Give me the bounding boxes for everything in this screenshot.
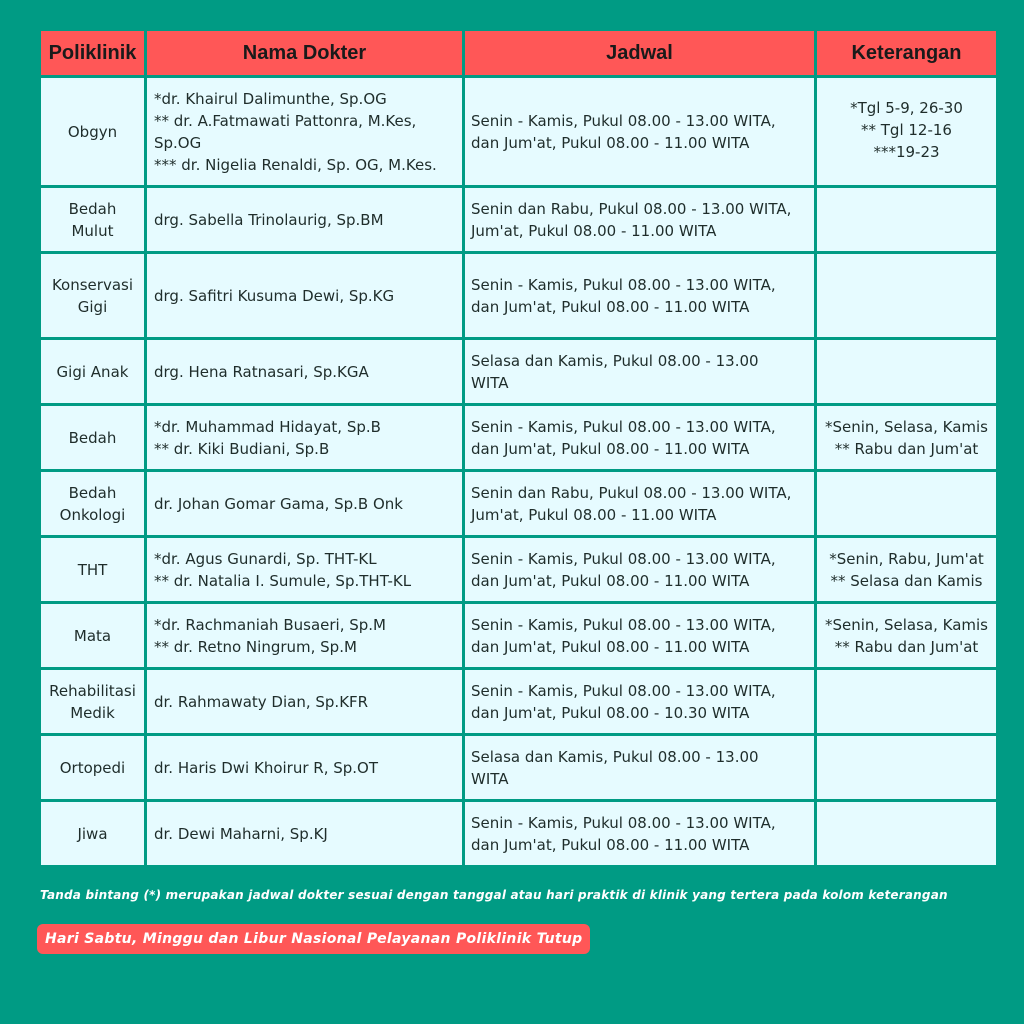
- schedule-line: Jum'at, Pukul 08.00 - 11.00 WITA: [471, 221, 717, 240]
- note-line: *Tgl 5-9, 26-30: [850, 99, 963, 117]
- schedule-cell: [464, 187, 816, 253]
- poliklinik-cell: [40, 253, 146, 339]
- note-line: ** Selasa dan Kamis: [830, 571, 983, 590]
- doctor-cell: [146, 537, 464, 603]
- poliklinik-name: Rehabilitasi: [49, 681, 136, 700]
- note-line: ** Rabu dan Jum'at: [834, 439, 979, 458]
- table-row: [40, 735, 998, 801]
- table-row: [40, 669, 998, 735]
- schedule-line: Senin - Kamis, Pukul 08.00 - 13.00 WITA,: [471, 615, 776, 634]
- poliklinik-cell: [40, 405, 146, 471]
- schedule-cell: [464, 77, 816, 187]
- header-jadwal: Jadwal: [464, 30, 816, 77]
- notes-cell: [816, 405, 998, 471]
- schedule-line: Senin dan Rabu, Pukul 08.00 - 13.00 WITA,: [471, 483, 792, 502]
- poliklinik-name: Gigi: [77, 297, 108, 316]
- table-row: [40, 339, 998, 405]
- schedule-cell: [464, 603, 816, 669]
- doctor-cell: [146, 187, 464, 253]
- table-row: [40, 801, 998, 867]
- header-nama-dokter: Nama Dokter: [146, 30, 464, 77]
- schedule-line: dan Jum'at, Pukul 08.00 - 11.00 WITA: [471, 637, 750, 656]
- poliklinik-name: Bedah: [68, 428, 117, 447]
- doctor-name: drg. Sabella Trinolaurig, Sp.BM: [154, 210, 384, 229]
- schedule-cell: [464, 801, 816, 867]
- poliklinik-name: Mata: [73, 626, 112, 645]
- doctor-cell: [146, 801, 464, 867]
- table-row: [40, 187, 998, 253]
- doctor-cell: [146, 735, 464, 801]
- poliklinik-name: Obgyn: [67, 122, 118, 141]
- table-row: [40, 471, 998, 537]
- note-line: *Senin, Rabu, Jum'at: [829, 549, 984, 568]
- schedule-line: dan Jum'at, Pukul 08.00 - 11.00 WITA: [471, 133, 750, 152]
- doctor-name: dr. Dewi Maharni, Sp.KJ: [154, 824, 328, 843]
- notes-cell: [816, 187, 998, 253]
- doctor-cell: [146, 603, 464, 669]
- notes-cell: [816, 735, 998, 801]
- schedule-cell: [464, 669, 816, 735]
- poliklinik-cell: [40, 187, 146, 253]
- poliklinik-name: Medik: [70, 703, 115, 722]
- doctor-cell: [146, 77, 464, 187]
- doctor-cell: [146, 471, 464, 537]
- schedule-cell: [464, 339, 816, 405]
- schedule-cell: [464, 735, 816, 801]
- note-line: *Senin, Selasa, Kamis: [825, 417, 988, 436]
- schedule-cell: [464, 253, 816, 339]
- table-row: [40, 603, 998, 669]
- header-row: [40, 30, 998, 77]
- schedule-cell: [464, 537, 816, 603]
- schedule-line: Senin - Kamis, Pukul 08.00 - 13.00 WITA,: [471, 549, 776, 568]
- poliklinik-name: Konservasi: [51, 275, 134, 294]
- schedule-line: Selasa dan Kamis, Pukul 08.00 - 13.00: [471, 351, 759, 370]
- schedule-cell: [464, 471, 816, 537]
- doctor-name: drg. Hena Ratnasari, Sp.KGA: [154, 362, 369, 381]
- poliklinik-cell: [40, 735, 146, 801]
- doctor-cell: [146, 405, 464, 471]
- doctor-name: dr. Haris Dwi Khoirur R, Sp.OT: [154, 758, 379, 777]
- doctor-name: *dr. Agus Gunardi, Sp. THT-KL: [154, 549, 377, 568]
- doctor-name: dr. Rahmawaty Dian, Sp.KFR: [154, 692, 369, 711]
- schedule-line: Jum'at, Pukul 08.00 - 11.00 WITA: [471, 505, 717, 524]
- schedule-line: WITA: [471, 373, 509, 392]
- note-line: ** Tgl 12-16: [861, 121, 952, 139]
- schedule-cell: [464, 405, 816, 471]
- poliklinik-cell: [40, 603, 146, 669]
- table-row: [40, 253, 998, 339]
- note-line: *Senin, Selasa, Kamis: [825, 615, 988, 634]
- notes-cell: [816, 77, 998, 187]
- schedule-line: dan Jum'at, Pukul 08.00 - 11.00 WITA: [471, 439, 750, 458]
- notes-cell: [816, 603, 998, 669]
- schedule-line: Senin - Kamis, Pukul 08.00 - 13.00 WITA,: [471, 275, 776, 294]
- poliklinik-cell: [40, 471, 146, 537]
- poliklinik-name: Mulut: [71, 221, 114, 240]
- doctor-name: ** dr. Retno Ningrum, Sp.M: [154, 637, 357, 656]
- closed-notice-badge: Hari Sabtu, Minggu dan Libur Nasional Pelayanan Poliklinik Tutup: [37, 924, 590, 954]
- poliklinik-name: Jiwa: [77, 824, 108, 843]
- doctor-name: *** dr. Nigelia Renaldi, Sp. OG, M.Kes.: [154, 155, 437, 174]
- schedule-line: Senin - Kamis, Pukul 08.00 - 13.00 WITA,: [471, 111, 776, 130]
- poliklinik-name: Gigi Anak: [56, 362, 129, 381]
- notes-cell: [816, 669, 998, 735]
- doctor-name: ** dr. A.Fatmawati Pattonra, M.Kes, Sp.OG: [154, 111, 417, 152]
- poliklinik-name: Bedah: [68, 483, 117, 502]
- schedule-line: WITA: [471, 769, 509, 788]
- schedule-line: Senin dan Rabu, Pukul 08.00 - 13.00 WITA,: [471, 199, 792, 218]
- doctor-cell: [146, 339, 464, 405]
- notes-cell: [816, 253, 998, 339]
- schedule-table: [38, 28, 999, 868]
- schedule-line: dan Jum'at, Pukul 08.00 - 11.00 WITA: [471, 297, 750, 316]
- poliklinik-cell: [40, 77, 146, 187]
- note-line: ** Rabu dan Jum'at: [834, 637, 979, 656]
- doctor-name: *dr. Rachmaniah Busaeri, Sp.M: [154, 615, 386, 634]
- schedule-line: Senin - Kamis, Pukul 08.00 - 13.00 WITA,: [471, 813, 776, 832]
- header-keterangan: Keterangan: [816, 30, 998, 77]
- poliklinik-name: Bedah: [68, 199, 117, 218]
- poliklinik-cell: [40, 669, 146, 735]
- notes-cell: [816, 537, 998, 603]
- poliklinik-name: Ortopedi: [59, 758, 126, 777]
- doctor-cell: [146, 669, 464, 735]
- schedule-line: dan Jum'at, Pukul 08.00 - 11.00 WITA: [471, 571, 750, 590]
- schedule-line: dan Jum'at, Pukul 08.00 - 10.30 WITA: [471, 703, 750, 722]
- doctor-name: drg. Safitri Kusuma Dewi, Sp.KG: [154, 286, 395, 305]
- doctor-name: ** dr. Natalia I. Sumule, Sp.THT-KL: [154, 571, 412, 590]
- doctor-name: *dr. Muhammad Hidayat, Sp.B: [154, 417, 381, 436]
- doctor-name: dr. Johan Gomar Gama, Sp.B Onk: [154, 494, 403, 513]
- schedule-line: Senin - Kamis, Pukul 08.00 - 13.00 WITA,: [471, 417, 776, 436]
- footnote: Tanda bintang (*) merupakan jadwal dokter sesuai dengan tanggal atau hari praktik di klinik yang tertera pada kolom keterangan: [40, 888, 948, 902]
- notes-cell: [816, 339, 998, 405]
- table-row: [40, 405, 998, 471]
- poliklinik-cell: [40, 537, 146, 603]
- schedule-line: Selasa dan Kamis, Pukul 08.00 - 13.00: [471, 747, 759, 766]
- doctor-cell: [146, 253, 464, 339]
- table-row: [40, 77, 998, 187]
- poliklinik-name: Onkologi: [59, 505, 126, 524]
- poliklinik-cell: [40, 339, 146, 405]
- poliklinik-name: THT: [77, 560, 108, 579]
- table-row: [40, 537, 998, 603]
- poliklinik-cell: [40, 801, 146, 867]
- doctor-name: ** dr. Kiki Budiani, Sp.B: [154, 439, 330, 458]
- schedule-line: dan Jum'at, Pukul 08.00 - 11.00 WITA: [471, 835, 750, 854]
- schedule-line: Senin - Kamis, Pukul 08.00 - 13.00 WITA,: [471, 681, 776, 700]
- notes-cell: [816, 471, 998, 537]
- header-poliklinik: Poliklinik: [40, 30, 146, 77]
- note-line: ***19-23: [873, 143, 940, 161]
- doctor-name: *dr. Khairul Dalimunthe, Sp.OG: [154, 89, 387, 108]
- notes-cell: [816, 801, 998, 867]
